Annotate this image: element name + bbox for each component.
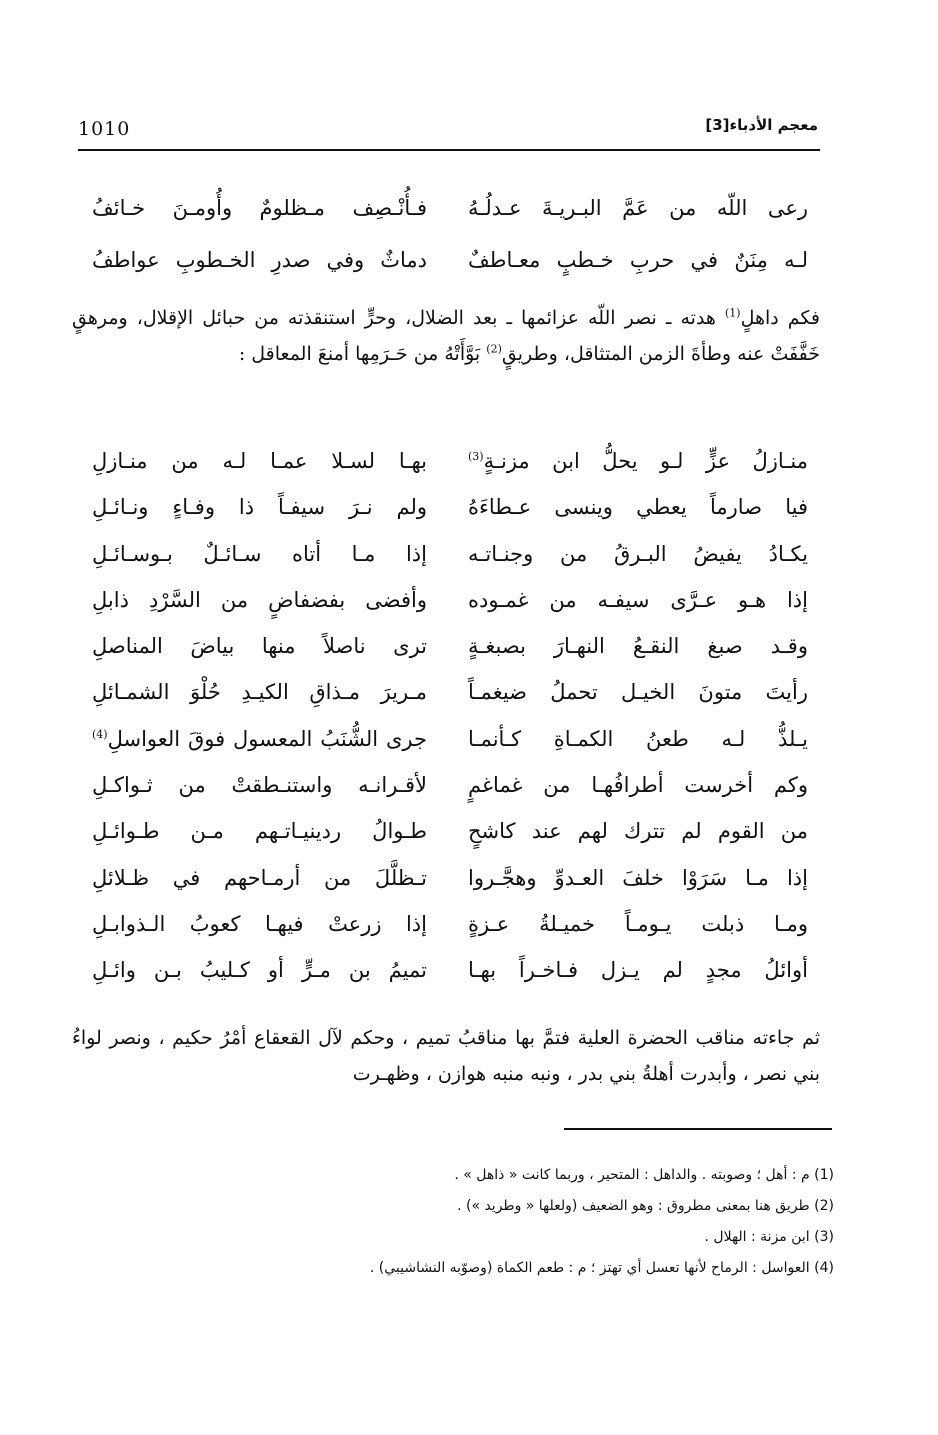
second-hemistich: طـوالُ ردينيـاتـهم مـن طـوائـلِ [92,819,427,844]
running-title: معجم الأدباء[3] [705,116,818,134]
hemistich-text: منـازلُ عزٍّ لـو يحلُّ ابن مزنـةٍ [483,449,808,473]
first-hemistich: رأيتَ متونَ الخيـل تحملُ ضيغمـاً [468,680,808,705]
first-hemistich [468,438,808,484]
first-hemistich: رعى اللّه من عَمَّ البـريـةَ عـدلُـهُ [468,196,808,220]
first-hemistich: إذا هـو عـرَّى سيفـه من غمـوده [468,587,808,612]
footnote-4: (4) العواسل : الرماح لأنها تعسل أي تهتز ؛ م : طعم الكماة (وصوّبه النشاشيبي) . [369,1260,834,1276]
verse-line [92,808,808,854]
first-hemistich: من القوم لم تترك لهم عند كاشحٍ [468,819,808,844]
prose-paragraph-1 [72,300,820,372]
second-hemistich: تميمُ بن مـرٍّ أو كـليبُ بـن وائـلِ [92,958,427,983]
footnote-2: (2) طريق هنا بمعنى مطروق : وهو الضعيف (ولعلها « وطريد ») . [457,1198,834,1214]
verse-line [92,623,808,669]
verse-line [92,234,808,286]
first-hemistich: فيا صارماً يعطي وينسى عـطاءَهُ [468,495,808,520]
footnote-marker-4: (4) [92,727,108,741]
first-hemistich: وكم أخرست أطرافُهـا من غماغمٍ [468,773,808,798]
second-hemistich: إذا زرعتْ فيهـا كعوبُ الـذوابـلِ [92,911,427,936]
first-hemistich: لـه مِنَنٌ في حربِ خـطبٍ معـاطفٌ [468,248,808,272]
footnote-rule [564,1128,832,1130]
verse-line [92,901,808,947]
second-hemistich [92,716,427,762]
first-hemistich: يكـادُ يفيضُ البـرقُ من وجنـاتـه [468,541,808,566]
second-hemistich: وأفضى بفضفاضٍ من السَّرْدِ ذابلِ [92,587,427,612]
paragraph-text: بَوَّأَتْهُ من حَـرَمِها أمنعَ المعاقل : [238,343,487,365]
verse-line [92,484,808,530]
verse-line [92,531,808,577]
footnote-marker-2: (2) [486,342,502,356]
second-hemistich: بهـا لسـلا عمـا لـه من منـازلِ [92,449,427,473]
opening-couplets [92,182,808,286]
first-hemistich: وقـد صبغ النقـعُ النهـارَ بصبغـةٍ [468,634,808,659]
second-hemistich: ولم نـرَ سيفـاً ذا وفـاءٍ ونـائـلِ [92,495,427,520]
first-hemistich: أوائلُ مجدٍ لم يـزل فـاخـراً بهـا [468,958,808,983]
paragraph-text: فكم داهلٍ [740,307,820,329]
second-hemistich: لأقـرانـه واستنـطقتْ من ثـواكـلِ [92,773,427,798]
footnote-1: (1) م : أهل ؛ وصوبته . والداهل : المتحير ، وربما كانت « ذاهل » . [454,1167,834,1183]
second-hemistich: ترى ناصلاً منها بياضَ المناصلِ [92,634,427,659]
header-rule [78,149,820,151]
verse-line [92,716,808,762]
verse-line [92,855,808,901]
first-hemistich: إذا مـا سَرَوْا خلفَ العـدوِّ وهجَّـروا [468,865,808,890]
verse-line [92,577,808,623]
verse-line [92,762,808,808]
poem-couplets [92,438,808,994]
first-hemistich: يـلذُّ لـه طعنُ الكمـاةِ كـأنمـا [468,726,808,751]
verse-line [92,182,808,234]
paragraph-text: هدته ـ نصر اللّه عزائمها ـ بعد الضلال، وحرٍّ استنقذته من حبائل الإقلال، ومرهقٍ خَفَّفَتْ عنه وطأةَ الزمن المتثاقل، وطريقٍ [72,307,820,365]
second-hemistich: دماثٌ وفي صدرِ الخـطوبِ عواطفُ [92,248,427,272]
first-hemistich: ومـا ذبلت يـومـاً خميـلةُ عـزةٍ [468,911,808,936]
page-header [78,108,818,148]
footnote-marker-1: (1) [724,306,741,320]
verse-line [92,669,808,715]
hemistich-text: جرى الشُّنَبُ المعسول فوقَ العواسلِ [107,726,427,751]
verse-line [92,438,808,484]
second-hemistich: مـريرَ مـذاقِ الكيـدِ حُلْوَ الشمـائلِ [92,680,427,705]
footnote-3: (3) ابن مزنة : الهلال . [704,1229,834,1245]
footnote-marker-3: (3) [468,450,484,463]
second-hemistich: فـأُنْـصِف مـظلومٌ وأُومـنَ خـائفُ [92,196,427,220]
second-hemistich: إذا مـا أتاه سـائـلٌ بـوسـائـلِ [92,541,427,566]
prose-paragraph-2: ثم جاءته مناقب الحضرة العلية فتمَّ بها مناقبُ تميم ، وحكم لآل القعقاع أمْرُ حكيم ، ونصر لواءُ بني نصر ، وأبدرت أهلةُ بني بدر ، ونبه منبه هوازن ، وظهـرت [72,1027,820,1085]
second-hemistich: تـظلَّلَ من أرمـاحهم في ظـلائلِ [92,865,427,890]
verse-line [92,947,808,993]
page-number: 1010 [78,118,131,140]
footnotes [134,1160,834,1284]
